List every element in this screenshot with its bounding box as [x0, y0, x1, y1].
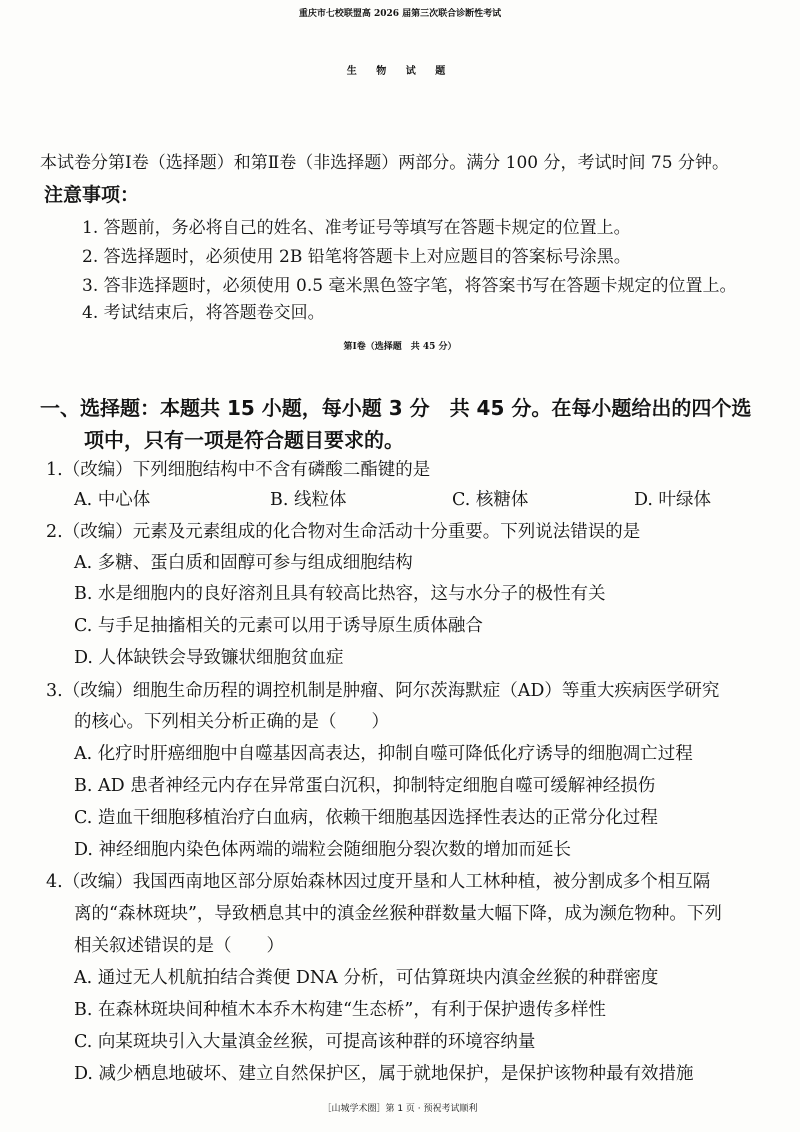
question-1-option-a: A. 中心体	[74, 490, 151, 510]
note-item: 4. 考试结束后，将答题卷交回。	[82, 303, 325, 323]
question-4-option-a: A. 通过无人机航拍结合粪便 DNA 分析，可估算斑块内滇金丝猴的种群密度	[74, 968, 659, 988]
notes-heading: 注意事项：	[44, 184, 140, 206]
question-4-option-b: B. 在森林斑块间种植木本乔木构建“生态桥”，有利于保护遗传多样性	[74, 1000, 606, 1020]
note-item: 1. 答题前，务必将自己的姓名、准考证号等填写在答题卡规定的位置上。	[82, 218, 631, 238]
note-item: 3. 答非选择题时，必须使用 0.5 毫米黑色签字笔，将答案书写在答题卡规定的位置上。	[82, 276, 737, 296]
subject-title: 生 物 试 题	[346, 66, 454, 77]
question-2-option-a: A. 多糖、蛋白质和固醇可参与组成细胞结构	[74, 553, 413, 573]
question-3-stem: 3.（改编）细胞生命历程的调控机制是肿瘤、阿尔茨海默症（AD）等重大疾病医学研究	[46, 681, 720, 701]
question-2-option-d: D. 人体缺铁会导致镰状细胞贫血症	[74, 648, 344, 668]
question-4-stem: 4.（改编）我国西南地区部分原始森林因过度开垦和人工林种植，被分割成多个相互隔	[46, 872, 711, 892]
question-1-option-c: C. 核糖体	[452, 490, 529, 510]
question-3-stem-cont: 的核心。下列相关分析正确的是（ ）	[74, 712, 389, 732]
question-3-option-d: D. 神经细胞内染色体两端的端粒会随细胞分裂次数的增加而延长	[74, 840, 572, 860]
question-3-option-c: C. 造血干细胞移植治疗白血病，依赖干细胞基因选择性表达的正常分化过程	[74, 808, 658, 828]
note-item: 2. 答选择题时，必须使用 2B 铅笔将答题卡上对应题目的答案标号涂黑。	[82, 247, 631, 267]
question-1-stem: 1.（改编）下列细胞结构中不含有磷酸二酯键的是	[46, 460, 431, 480]
question-3-option-a: A. 化疗时肝癌细胞中自噬基因高表达，抑制自噬可降低化疗诱导的细胞凋亡过程	[74, 744, 693, 764]
question-2-stem: 2.（改编）元素及元素组成的化合物对生命活动十分重要。下列说法错误的是	[46, 522, 641, 542]
question-4-option-d: D. 减少栖息地破坏、建立自然保护区，属于就地保护，是保护该物种最有效措施	[74, 1064, 694, 1084]
question-4-option-c: C. 向某斑块引入大量滇金丝猴，可提高该种群的环境容纳量	[74, 1032, 536, 1052]
exam-title: 重庆市七校联盟高 2026 届第三次联合诊断性考试	[298, 9, 502, 19]
part-heading-line2: 项中，只有一项是符合题目要求的。	[84, 428, 404, 452]
part-heading-line1: 一、选择题：本题共 15 小题，每小题 3 分 共 45 分。在每小题给出的四个选	[40, 396, 752, 420]
page-footer: ［山城学术圈］第 1 页 · 预祝考试顺利	[322, 1104, 478, 1114]
question-1-option-b: B. 线粒体	[270, 490, 347, 510]
question-1-option-d: D. 叶绿体	[634, 490, 712, 510]
section-heading: 第Ⅰ卷（选择题 共 45 分）	[343, 342, 457, 352]
question-3-option-b: B. AD 患者神经元内存在异常蛋白沉积，抑制特定细胞自噬可缓解神经损伤	[74, 776, 656, 796]
intro-text: 本试卷分第Ⅰ卷（选择题）和第Ⅱ卷（非选择题）两部分。满分 100 分，考试时间 75 分钟。	[40, 153, 729, 173]
question-2-option-b: B. 水是细胞内的良好溶剂且具有较高比热容，这与水分子的极性有关	[74, 584, 606, 604]
question-4-stem-cont: 离的“森林斑块”，导致栖息其中的滇金丝猴种群数量大幅下降，成为濒危物种。下列	[74, 904, 722, 924]
question-4-stem-cont: 相关叙述错误的是（ ）	[74, 936, 284, 956]
question-2-option-c: C. 与手足抽搐相关的元素可以用于诱导原生质体融合	[74, 616, 483, 636]
